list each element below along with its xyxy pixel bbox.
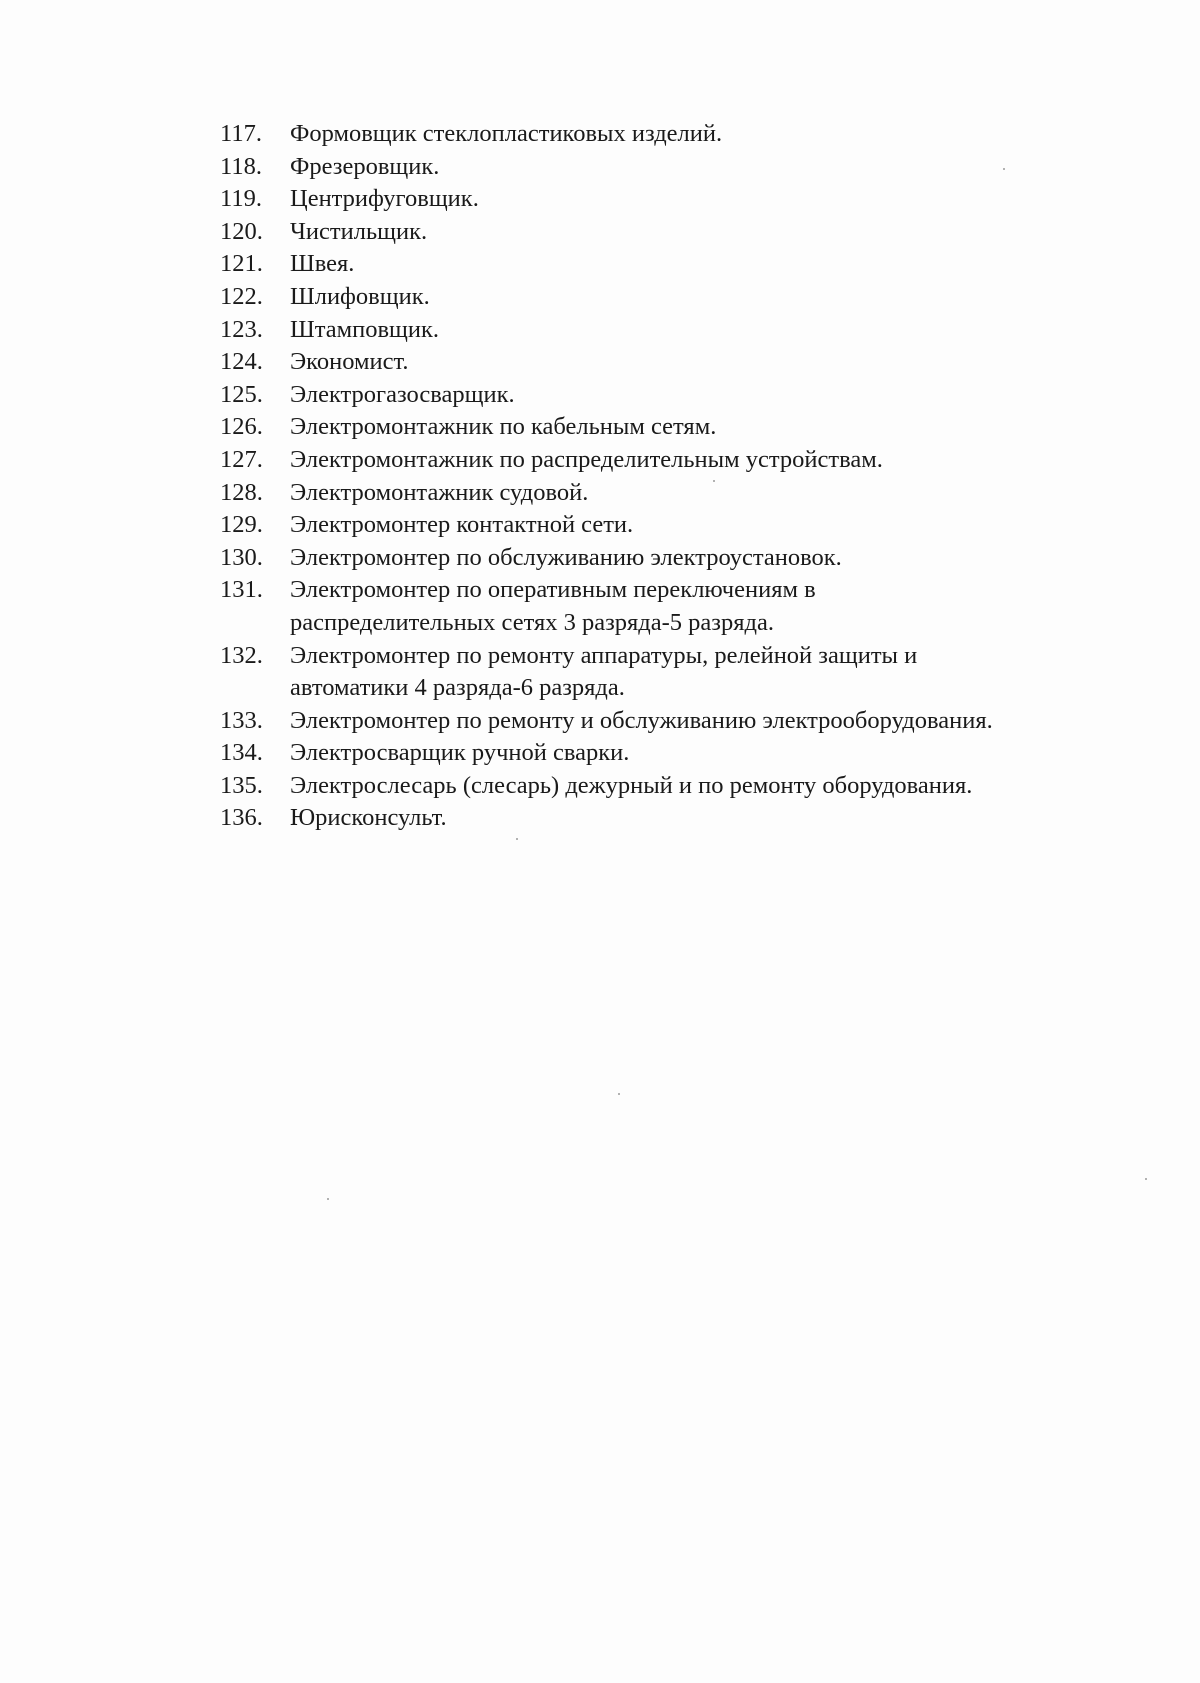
item-number: 121. (220, 250, 263, 278)
item-text: Электромонтажник судовой. (290, 478, 589, 506)
item-text: Электросварщик ручной сварки. (290, 739, 630, 767)
item-text: Фрезеровщик. (290, 152, 440, 180)
item-text: Центрифуговщик. (290, 185, 479, 213)
item-number: 123. (220, 315, 263, 343)
item-number: 133. (220, 706, 263, 734)
list-item (220, 411, 1120, 444)
item-number: 126. (220, 413, 263, 441)
list-item (220, 379, 1120, 412)
item-text: Швея. (290, 250, 355, 278)
item-number: 119. (220, 185, 262, 213)
item-text: Электромонтер контактной сети. (290, 511, 634, 539)
scan-speck (516, 838, 518, 840)
list-item (220, 705, 1120, 738)
item-text: Шлифовщик. (290, 282, 430, 310)
item-number: 124. (220, 348, 263, 376)
list-item (220, 281, 1120, 314)
list-item (220, 118, 1120, 151)
list-item (220, 737, 1120, 770)
list-item (220, 346, 1120, 379)
item-text: Электромонтер по оперативным переключениям в распределительных сетях 3 разряда-5 разряда. (290, 576, 816, 636)
item-number: 131. (220, 576, 263, 604)
list-item (220, 248, 1120, 281)
list-item (220, 444, 1120, 477)
item-number: 122. (220, 282, 263, 310)
item-text: Юрисконсульт. (290, 804, 447, 832)
item-text: Электромонтер по ремонту аппаратуры, релейной защиты и автоматики 4 разряда-6 разряда. (290, 641, 918, 702)
item-number: 120. (220, 217, 263, 245)
item-number: 117. (220, 120, 262, 147)
item-number: 129. (220, 511, 263, 539)
item-number: 128. (220, 478, 263, 506)
item-number: 134. (220, 739, 263, 767)
scan-speck (327, 1198, 329, 1200)
scan-speck (1003, 168, 1005, 170)
item-text: Электрогазосварщик. (290, 380, 515, 408)
item-number: 118. (220, 152, 262, 180)
list-item (220, 509, 1120, 542)
list-item (220, 802, 1120, 835)
item-number: 135. (220, 771, 263, 799)
item-number: 130. (220, 543, 263, 571)
scan-speck (713, 480, 715, 482)
item-text: Электромонтажник по распределительным устройствам. (290, 445, 883, 473)
item-number: 127. (220, 445, 263, 473)
list-item (220, 216, 1120, 249)
scan-speck (618, 1093, 620, 1095)
item-text: Чистильщик. (290, 217, 428, 245)
item-number: 132. (220, 641, 263, 669)
list-item (220, 770, 1120, 803)
list-item (220, 640, 1120, 705)
item-number: 136. (220, 804, 263, 832)
item-text: Электромонтер по обслуживанию электроустановок. (290, 543, 842, 571)
list-item (220, 477, 1120, 510)
item-text: Формовщик стеклопластиковых изделий. (290, 120, 723, 147)
item-number: 125. (220, 380, 263, 408)
item-text: Электрослесарь (слесарь) дежурный и по ремонту оборудования. (290, 771, 973, 799)
profession-list (220, 118, 1120, 835)
item-text: Электромонтажник по кабельным сетям. (290, 413, 717, 441)
list-item (220, 542, 1120, 575)
list-item (220, 314, 1120, 347)
list-item (220, 183, 1120, 216)
item-text: Электромонтер по ремонту и обслуживанию электрооборудования. (290, 706, 993, 734)
scan-speck (1145, 1178, 1147, 1180)
item-text: Штамповщик. (290, 315, 440, 343)
item-text: Экономист. (290, 348, 409, 376)
list-item (220, 151, 1120, 184)
list-item (220, 574, 1120, 639)
